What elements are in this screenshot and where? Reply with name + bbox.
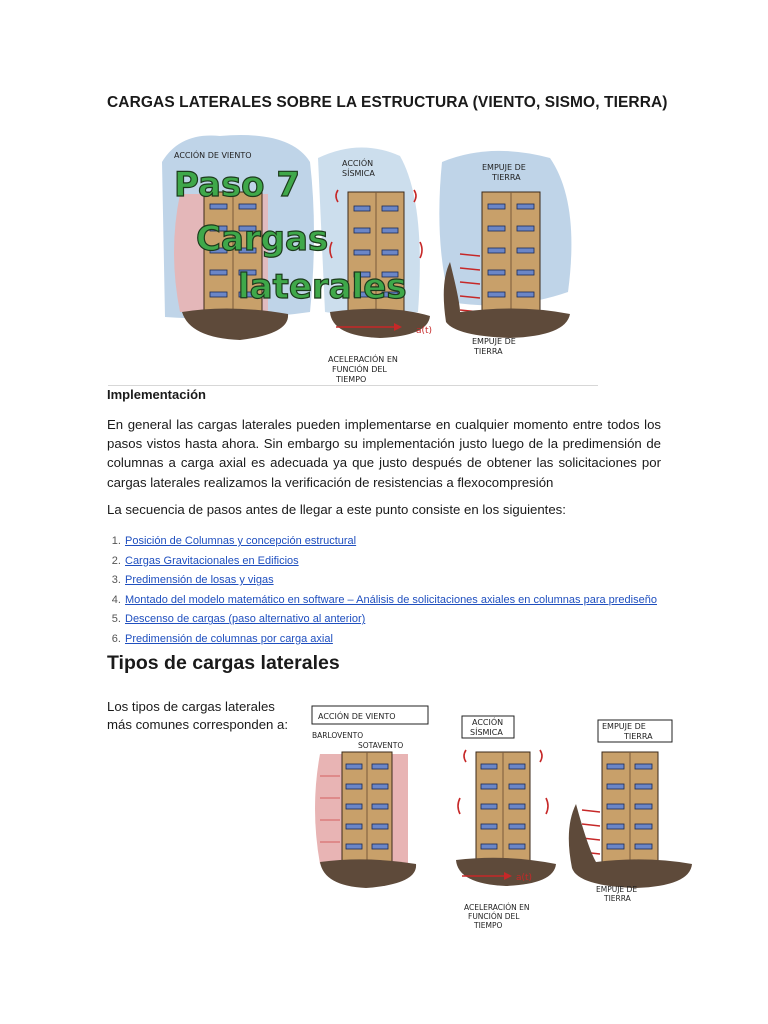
label-accel-bottom-1: ACELERACIÓN EN bbox=[464, 903, 530, 912]
overlay-paso-7: Paso 7 bbox=[174, 165, 301, 205]
step-link-2[interactable]: Cargas Gravitacionales en Edificios bbox=[125, 554, 299, 567]
step-link-4[interactable]: Montado del modelo matemático en software – Análisis de solicitaciones axiales en columnas para prediseño bbox=[125, 593, 657, 606]
page-title: CARGAS LATERALES SOBRE LA ESTRUCTURA (VIENTO, SISMO, TIERRA) bbox=[107, 94, 668, 111]
label-earth-top-2: TIERRA bbox=[492, 173, 521, 182]
building-seismic-bottom-icon bbox=[458, 750, 548, 862]
paragraph-implementation: En general las cargas laterales pueden implementarse en cualquier momento entre todos los pasos vistos hasta ahora. Sin embargo su implementación justo luego de la predimensión de columnas a carga axial es adecuada ya que justo después de obtener las solicitaciones por cargas laterales realizamos la verificación de resistencias a flexocompresión bbox=[107, 417, 661, 490]
label-wind-top: ACCIÓN DE VIENTO bbox=[174, 151, 252, 160]
label-seismic-top-1: ACCIÓN bbox=[342, 159, 374, 168]
label-accel-bottom-2: FUNCIÓN DEL bbox=[468, 912, 520, 921]
label-seismic-top-2: SÍSMICA bbox=[342, 169, 375, 178]
label-seismic-bottom-1: ACCIÓN bbox=[472, 718, 504, 727]
list-item bbox=[124, 571, 657, 591]
list-item bbox=[124, 591, 657, 611]
overlay-cargas: Cargas bbox=[196, 219, 329, 259]
lateral-loads-illustration-bottom bbox=[306, 698, 698, 934]
building-wind-bottom-icon bbox=[342, 752, 392, 864]
intro-text: Los tipos de cargas laterales más comunes corresponden a: bbox=[107, 699, 289, 732]
step-link-5[interactable]: Descenso de cargas (paso alternativo al anterior) bbox=[125, 613, 366, 626]
label-accel-top-2: FUNCIÓN DEL bbox=[332, 365, 387, 374]
steps-list bbox=[107, 532, 657, 650]
list-item bbox=[124, 630, 657, 650]
building-earth-bottom-icon bbox=[582, 752, 658, 862]
accel-symbol-bottom: a(t) bbox=[516, 873, 533, 883]
step-link-1[interactable]: Posición de Columnas y concepción estructural bbox=[125, 535, 357, 547]
label-earth-bottom-sub-1: EMPUJE DE bbox=[596, 885, 638, 894]
label-earth-bottom-top-2: TIERRA bbox=[474, 347, 503, 356]
overlay-laterales: laterales bbox=[238, 267, 407, 307]
lateral-loads-illustration-top bbox=[160, 122, 588, 384]
lateral-loads-sketch-bottom bbox=[306, 698, 698, 934]
label-wind-bottom: ACCIÓN DE VIENTO bbox=[318, 712, 396, 721]
accel-symbol-top: a(t) bbox=[416, 326, 433, 336]
subtitle-tipos: Tipos de cargas laterales bbox=[107, 652, 340, 674]
list-item bbox=[124, 532, 657, 552]
label-accel-top-1: ACELERACIÓN EN bbox=[328, 355, 398, 364]
label-accel-bottom-3: TIEMPO bbox=[474, 921, 503, 930]
step-link-3[interactable]: Predimensión de losas y vigas bbox=[125, 574, 274, 587]
paragraph-sequence: La secuencia de pasos antes de llegar a este punto consiste en los siguientes: bbox=[107, 502, 566, 517]
label-earth-bottom-2: TIERRA bbox=[624, 732, 653, 741]
step-link-6[interactable]: Predimensión de columnas por carga axial bbox=[125, 632, 333, 645]
divider bbox=[108, 385, 598, 386]
label-seismic-bottom-2: SÍSMICA bbox=[470, 728, 503, 737]
list-item bbox=[124, 552, 657, 572]
list-item bbox=[124, 610, 657, 630]
label-earth-bottom-top-1: EMPUJE DE bbox=[472, 337, 516, 346]
label-windward: BARLOVENTO bbox=[312, 731, 364, 740]
label-earth-bottom-sub-2: TIERRA bbox=[604, 894, 631, 903]
label-accel-top-3: TIEMPO bbox=[336, 375, 367, 384]
label-leeward: SOTAVENTO bbox=[358, 741, 404, 750]
label-earth-top-1: EMPUJE DE bbox=[482, 163, 526, 172]
lateral-loads-sketch bbox=[160, 122, 588, 384]
section-heading-implementacion: Implementación bbox=[107, 387, 206, 402]
label-earth-bottom-1: EMPUJE DE bbox=[602, 722, 646, 731]
